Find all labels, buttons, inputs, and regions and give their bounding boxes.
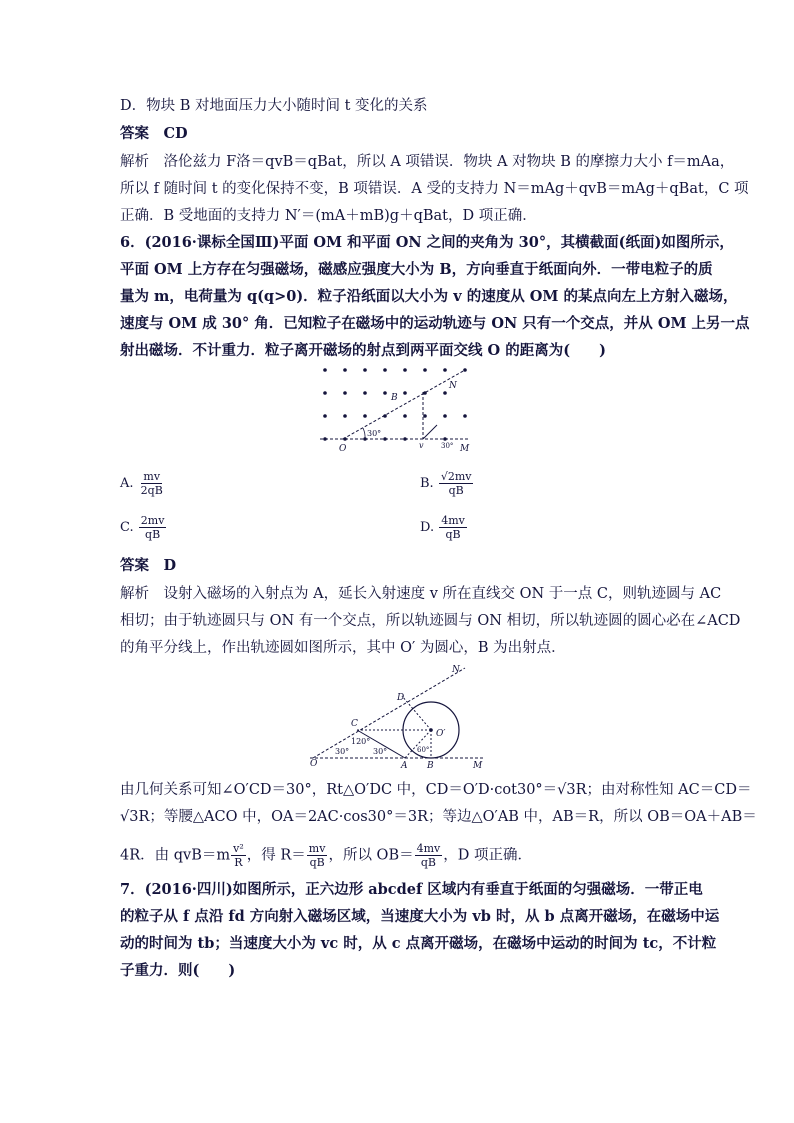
solution-6-line1: 解析 设射入磁场的入射点为 A，延长入射速度 v 所在直线交 ON 于一点 C，则轨迹圆与 AC: [120, 586, 722, 602]
question-6-line1: 6．(2016·课标全国Ⅲ)平面 OM 和平面 ON 之间的夹角为 30°，其横截面(纸面)如图所示，: [120, 234, 734, 251]
solution-5-line3: 正确．B 受地面的支持力 N′＝(mA＋mB)g＋qBat，D 项正确．: [120, 208, 537, 224]
svg-text:30°: 30°: [373, 747, 388, 756]
question-7-line4: 子重力．则( ): [120, 962, 236, 979]
figure-1-magnetic-field: [315, 362, 475, 454]
svg-text:30°: 30°: [441, 442, 454, 450]
option-d: D. $\frac{4mv}{qB}$: [420, 514, 465, 541]
svg-text:30°: 30°: [335, 747, 350, 756]
line-1: D．物块 B 对地面压力大小随时间 t 变化的关系: [120, 98, 428, 114]
svg-text:A: A: [401, 761, 408, 771]
svg-text:D: D: [397, 693, 405, 703]
question-6-line5: 射出磁场．不计重力．粒子离开磁场的射点到两平面交线 O 的距离为( ): [120, 342, 606, 359]
svg-text:O′: O′: [436, 729, 446, 739]
answer-6: 答案 D: [120, 557, 177, 574]
svg-text:O: O: [310, 759, 318, 769]
svg-text:N: N: [452, 665, 460, 675]
svg-text:v: v: [419, 441, 424, 450]
answer-5: 答案 CD: [120, 125, 188, 142]
svg-text:120°: 120°: [351, 737, 371, 746]
question-6-line2: 平面 OM 上方存在匀强磁场，磁感应强度大小为 B，方向垂直于纸面向外．一带电粒子的质: [120, 261, 713, 278]
question-6-line3: 量为 m，电荷量为 q(q>0)．粒子沿纸面以大小为 v 的速度从 OM 的某点向左上方射入磁场，: [120, 288, 738, 305]
solution-6-line4: 由几何关系可知∠O′CD＝30°，Rt△O′DC 中，CD＝O′D·cot30°＝√3R；由对称性知 AC＝CD＝: [120, 782, 752, 798]
figure-2-trajectory-circle: [305, 660, 490, 772]
question-6-line4: 速度与 OM 成 30° 角．已知粒子在磁场中的运动轨迹与 ON 只有一个交点，并从 OM 上另一点: [120, 315, 750, 332]
svg-text:N: N: [449, 381, 457, 391]
solution-6-line3: 的角平分线上，作出轨迹圆如图所示，其中 O′ 为圆心，B 为出射点．: [120, 640, 566, 656]
svg-text:B: B: [391, 393, 398, 403]
svg-text:C: C: [351, 719, 358, 729]
svg-text:M: M: [473, 761, 483, 771]
svg-text:O: O: [339, 444, 347, 454]
option-b: B. $\frac{√2mv}{qB}$: [420, 470, 472, 497]
question-7-line1: 7．(2016·四川)如图所示，正六边形 abcdef 区域内有垂直于纸面的匀强磁场．一带正电: [120, 881, 703, 898]
svg-text:B: B: [427, 761, 434, 771]
option-a: A. $\frac{mv}{2qB}$: [120, 470, 163, 497]
solution-5-line1: 解析 洛伦兹力 F洛＝qvB＝qBat，所以 A 项错误．物块 A 对物块 B 的摩擦力大小 f＝mAa，: [120, 154, 735, 170]
question-7-line3: 动的时间为 tb；当速度大小为 vc 时，从 c 点离开磁场，在磁场中运动的时间为 tc，不计粒: [120, 935, 717, 952]
option-c: C. $\frac{2mv}{qB}$: [120, 514, 165, 541]
svg-text:60°: 60°: [417, 746, 430, 754]
svg-text:M: M: [460, 444, 470, 454]
solution-6-line2: 相切；由于轨迹圆只与 ON 有一个交点，所以轨迹圆与 ON 相切，所以轨迹圆的圆心必在∠ACD: [120, 613, 741, 629]
solution-6-line5: √3R；等腰△ACO 中，OA＝2AC·cos30°＝3R；等边△O′AB 中，AB＝R，所以 OB＝OA＋AB＝: [120, 809, 757, 825]
solution-6-line6: 4R．由 qvB＝m $\frac{\text{v²}}{R}$ ，得 R＝ $\frac{mv}{qB}$ ，所以 OB＝ $\frac{4mv}{qB}$ ，D 项正确．: [120, 842, 532, 869]
solution-5-line2: 所以 f 随时间 t 的变化保持不变，B 项错误．A 受的支持力 N＝mAg＋qvB＝mAg＋qBat，C 项: [120, 181, 749, 197]
svg-text:30°: 30°: [367, 429, 382, 438]
question-7-line2: 的粒子从 f 点沿 fd 方向射入磁场区域，当速度大小为 vb 时，从 b 点离开磁场，在磁场中运: [120, 908, 720, 925]
